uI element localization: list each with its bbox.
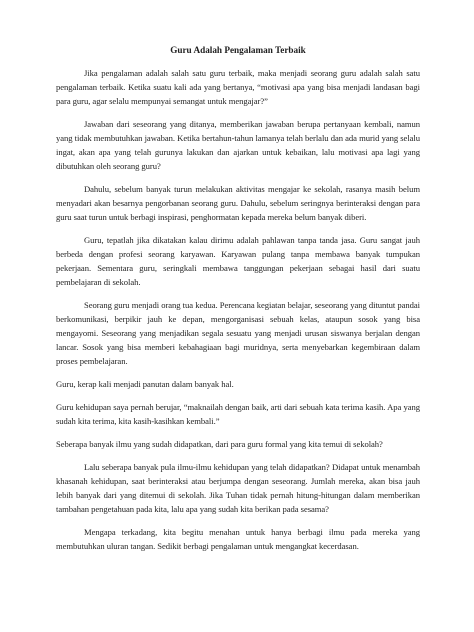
paragraph-9: Lalu seberapa banyak pula ilmu-ilmu kehidupan yang telah didapatkan? Didapat untuk menambah khasanah kehidupan, saat berinteraksi atau berjumpa dengan seseorang. Jumlah mereka, akan bisa jauh lebih banyak dari yang ditemui di sekolah. Jika Tuhan tidak pernah hitung-hitungan dalam memberikan tambahan pengetahuan pada kita, lalu apa yang sudah kita berikan pada sesama? [56,462,420,514]
paragraph-6: Guru, kerap kali menjadi panutan dalam banyak hal. [56,379,234,389]
paragraph-10: Mengapa terkadang, kita begitu menahan untuk hanya berbagi ilmu pada mereka yang membutuhkan uluran tangan. Sedikit berbagi pengalaman untuk mengangkat kecerdasan. [56,527,420,551]
paragraph-5: Seorang guru menjadi orang tua kedua. Perencana kegiatan belajar, seseorang yang dituntut pandai berkomunikasi, berpikir jauh ke depan, mengorganisasi sebuah kelas, ataupun sosok yang bisa mengayomi. Seseorang yang menjadikan segala sesuatu yang menjadi urusan siswanya berjalan dengan lancar. Sosok yang bisa memberi kebahagiaan bagi muridnya, serta menyebarkan kegembiraan dalam proses pembelajaran. [56,300,420,366]
paragraph-3: Dahulu, sebelum banyak turun melakukan aktivitas mengajar ke sekolah, rasanya masih belum menyadari akan besarnya pengorbanan seorang guru. Dahulu, sebelum seringnya berinteraksi dengan para guru saat turun untuk berbagi inspirasi, penghormatan kepada mereka belum banyak diberi. [56,184,420,222]
paragraph-8: Seberapa banyak ilmu yang sudah didapatkan, dari para guru formal yang kita temui di sekolah? [56,439,383,449]
document-page [56,44,420,624]
paragraph-1: Jika pengalaman adalah salah satu guru terbaik, maka menjadi seorang guru adalah salah satu pengalaman terbaik. Ketika suatu kali ada yang bertanya, “motivasi apa yang bisa menjadi landasan bagi para guru, agar selalu mempunyai semangat untuk mengajar?” [56,68,420,106]
paragraph-2: Jawaban dari seseorang yang ditanya, memberikan jawaban berupa pertanyaan kembali, namun yang tidak membutuhkan jawaban. Ketika bertahun-tahun lamanya telah berlalu dan ada murid yang selalu ingat, akan apa yang telah gurunya lakukan dan ajarkan untuk kebaikan, lalu motivasi apa lagi yang dibutuhkan oleh seorang guru? [56,119,420,171]
paragraph-7: Guru kehidupan saya pernah berujar, “maknailah dengan baik, arti dari sebuah kata terima kasih. Apa yang sudah kita terima, kita kasih-kasihkan kembali.” [56,402,420,426]
document-title: Guru Adalah Pengalaman Terbaik [170,45,306,55]
paragraph-4: Guru, tepatlah jika dikatakan kalau dirimu adalah pahlawan tanpa tanda jasa. Guru sangat jauh berbeda dengan profesi seorang karyawan. Karyawan pulang tanpa membawa banyak tumpukan pekerjaan. Sementara guru, seringkali membawa tanggungan pekerjaan sebagai hasil dari suatu pembelajaran di sekolah. [56,235,420,287]
